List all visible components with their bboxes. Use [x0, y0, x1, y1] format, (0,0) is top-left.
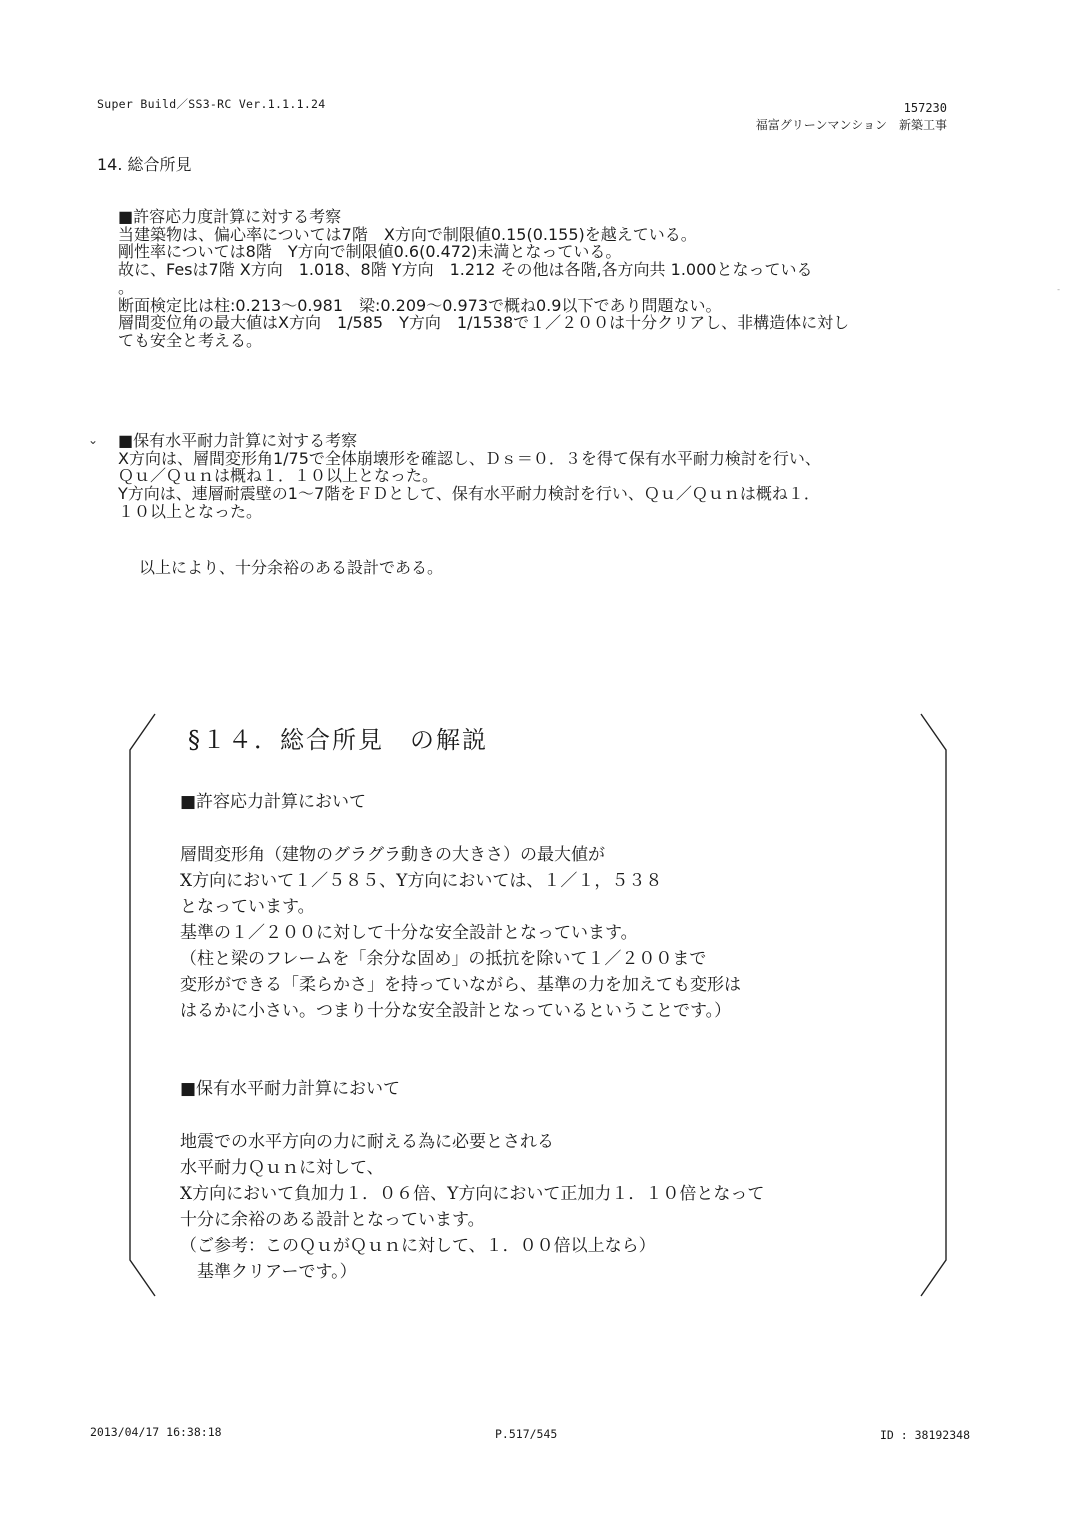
commentary-line: （ご参考：このＱｕがＱｕｎに対して、１．００倍以上なら） — [180, 1236, 656, 1256]
commentary-allowable-heading: ■許容応力計算において — [180, 792, 367, 812]
commentary-line: 十分に余裕のある設計となっています。 — [180, 1210, 485, 1230]
commentary-line: となっています。 — [180, 897, 315, 917]
software-version: Super Build／SS3-RC Ver.1.1.1.24 — [97, 97, 326, 111]
scan-mark: - — [1057, 285, 1060, 294]
scan-mark: ⌄ — [88, 433, 99, 447]
text-line: X方向は、層間変形角1/75で全体崩壊形を確認し、Ｄｓ＝０．３を得て保有水平耐力検討を行い、 — [118, 448, 821, 468]
footer-datetime: 2013/04/17 16:38:18 — [90, 1425, 222, 1439]
footer-id: ID : 38192348 — [880, 1428, 971, 1442]
text-line: 断面検定比は柱:0.213～0.981 梁:0.209～0.973で概ね0.9以下であり問題ない。 — [118, 295, 722, 315]
commentary-line: 水平耐力Ｑｕｎに対して、 — [180, 1158, 384, 1178]
text-line: 。 — [118, 277, 135, 297]
horizontal-capacity-heading: ■保有水平耐力計算に対する考察 — [118, 431, 358, 450]
project-name: 福富グリーンマンション 新築工事 — [755, 118, 947, 132]
section-title: 14. 総合所見 — [97, 155, 192, 174]
allowable-stress-block — [118, 208, 849, 350]
text-line: 当建築物は、偏心率については7階 X方向で制限値0.15(0.155)を越えている。 — [118, 224, 697, 244]
commentary-line: 基準クリアーです。） — [180, 1262, 357, 1282]
commentary-line: 層間変形角（建物のグラグラ動きの大きさ）の最大値が — [180, 845, 605, 865]
commentary — [180, 720, 940, 1285]
text-line: Ｑｕ／Ｑｕｎは概ね１．１０以上となった。 — [118, 466, 439, 486]
commentary-capacity-heading: ■保有水平耐力計算において — [180, 1079, 401, 1099]
allowable-stress-heading: ■許容応力度計算に対する考察 — [118, 207, 342, 226]
commentary-title: §１４．総合所見 の解説 — [188, 726, 488, 754]
conclusion: 以上により、十分余裕のある設計である。 — [139, 558, 444, 577]
commentary-line: 変形ができる「柔らかさ」を持っていながら、基準の力を加えても変形は — [180, 975, 741, 995]
text-line: 剛性率については8階 Y方向で制限値0.6(0.472)未満となっている。 — [118, 242, 622, 262]
text-line: 層間変位角の最大値はX方向 1/585 Y方向 1/1538で１／２００は十分クリアし、非構造体に対し — [118, 313, 850, 333]
commentary-line: （柱と梁のフレームを「余分な固め」の抵抗を除いて１／２００まで — [180, 949, 707, 969]
text-line: 故に、Fesは7階 X方向 1.018、8階 Y方向 1.212 その他は各階,各方向共 1.000となっている — [118, 260, 813, 280]
commentary-line: 基準の１／２００に対して十分な安全設計となっています。 — [180, 923, 638, 943]
document-number: 157230 — [903, 101, 947, 115]
horizontal-capacity-block — [118, 432, 821, 521]
commentary-line: 地震での水平方向の力に耐える為に必要とされる — [180, 1132, 554, 1152]
commentary-line: X方向において１／５８５、Y方向においては、１／１，５３８ — [180, 871, 663, 891]
text-line: ても安全と考える。 — [118, 330, 263, 350]
footer-page-number: P.517/545 — [495, 1427, 558, 1441]
text-line: Y方向は、連層耐震壁の1～7階をＦＤとして、保有水平耐力検討を行い、Ｑｕ／Ｑｕｎは概ね１． — [118, 484, 820, 504]
commentary-line: X方向において負加力１．０６倍、Y方向において正加力１．１０倍となって — [180, 1184, 765, 1204]
document-header-right — [756, 100, 947, 134]
commentary-line: はるかに小さい。つまり十分な安全設計となっているということです。） — [180, 1001, 732, 1021]
text-line: １０以上となった。 — [118, 501, 263, 521]
spacer — [180, 1024, 940, 1074]
